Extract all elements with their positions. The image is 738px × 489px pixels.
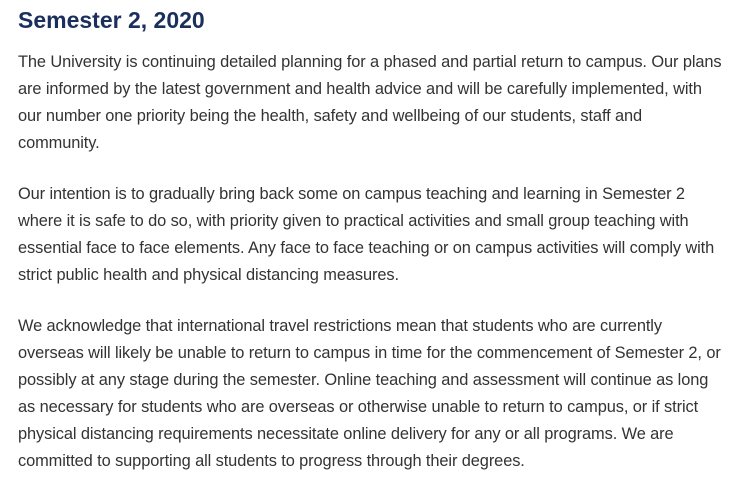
paragraph-international-students: We acknowledge that international travel restrictions mean that students who are currently overseas will likely be unable to return to campus in time for the commencement of Semester 2, or possibly at any stage during the semester. Online teaching and assessment will continue as long as necessary for students who are overseas or otherwise unable to return to campus, or if strict physical distancing requirements necessitate online delivery for any or all programs. We are committed to supporting all students to progress through their degrees. [18,317,721,470]
paragraph-return-planning: The University is continuing detailed planning for a phased and partial return to campus. Our plans are informed by the latest government and health advice and will be carefully implemented, with our number one priority being the health, safety and wellbeing of our students, staff and community. [18,53,722,152]
semester-section [18,4,724,475]
paragraph-on-campus-teaching: Our intention is to gradually bring back some on campus teaching and learning in Semester 2 where it is safe to do so, with priority given to practical activities and small group teaching with essential face to face elements. Any face to face teaching or on campus activities will comply with strict public health and physical distancing measures. [18,185,715,284]
section-heading: Semester 2, 2020 [18,7,205,33]
